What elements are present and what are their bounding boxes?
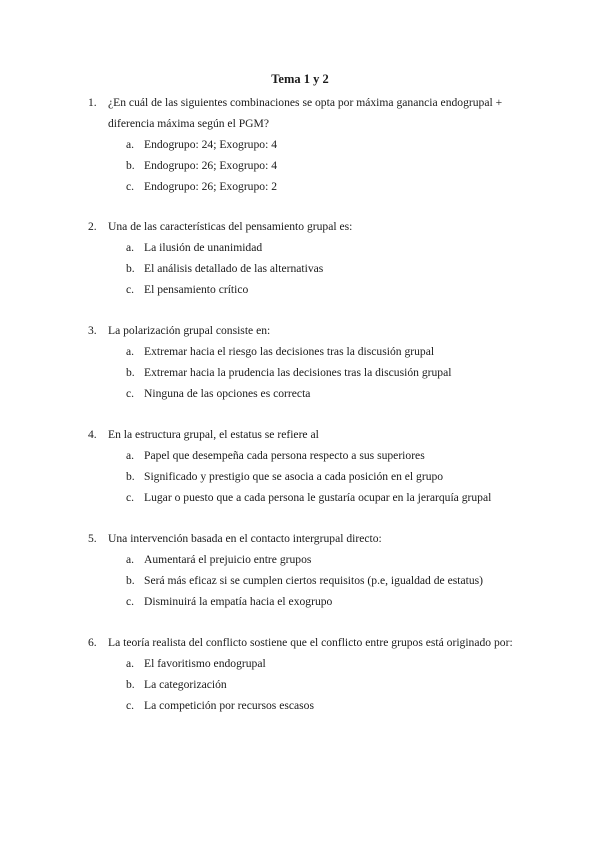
question-number: 2. [88, 220, 97, 233]
option-text: Endogrupo: 26; Exogrupo: 4 [144, 159, 277, 172]
option-letter: b. [126, 574, 135, 587]
option-text: Disminuirá la empatía hacia el exogrupo [144, 595, 333, 608]
question-number: 3. [88, 324, 97, 337]
option-text: Endogrupo: 24; Exogrupo: 4 [144, 138, 277, 151]
question-6 [88, 632, 548, 716]
question-number: 6. [88, 636, 97, 649]
option-letter: c. [126, 595, 135, 608]
question-2 [88, 216, 548, 300]
option-b [88, 362, 548, 383]
option-c [88, 279, 548, 300]
question-line [88, 632, 548, 653]
option-text: Lugar o puesto que a cada persona le gustaría ocupar en la jerarquía grupal [144, 491, 492, 504]
option-text: La ilusión de unanimidad [144, 241, 263, 254]
option-text: Será más eficaz si se cumplen ciertos requisitos (p.e, igualdad de estatus) [144, 574, 484, 587]
question-number: 4. [88, 428, 97, 441]
option-b [88, 466, 548, 487]
option-a [88, 445, 548, 466]
question-text: ¿En cuál de las siguientes combinaciones se opta por máxima ganancia endogrupal + diferencia máxima según el PGM? [108, 96, 503, 130]
option-letter: c. [126, 180, 135, 193]
question-number: 5. [88, 532, 97, 545]
option-a [88, 134, 548, 155]
option-c [88, 591, 548, 612]
option-a [88, 341, 548, 362]
option-text: Aumentará el prejuicio entre grupos [144, 553, 312, 566]
option-letter: a. [126, 657, 135, 670]
option-c [88, 695, 548, 716]
question-text: En la estructura grupal, el estatus se refiere al [108, 428, 319, 441]
option-letter: a. [126, 241, 135, 254]
question-line [88, 216, 548, 237]
option-letter: a. [126, 449, 135, 462]
option-text: El favoritismo endogrupal [144, 657, 266, 670]
question-line [88, 528, 548, 549]
option-b [88, 258, 548, 279]
option-a [88, 653, 548, 674]
question-line [88, 424, 548, 445]
option-text: Extremar hacia la prudencia las decisiones tras la discusión grupal [144, 366, 452, 379]
option-letter: a. [126, 138, 135, 151]
option-text: La competición por recursos escasos [144, 699, 314, 712]
option-letter: c. [126, 699, 135, 712]
option-letter: c. [126, 387, 135, 400]
option-letter: b. [126, 159, 135, 172]
option-c [88, 383, 548, 404]
option-letter: b. [126, 470, 135, 483]
question-text: Una intervención basada en el contacto intergrupal directo: [108, 532, 382, 545]
option-text: Significado y prestigio que se asocia a cada posición en el grupo [144, 470, 444, 483]
option-a [88, 549, 548, 570]
option-c [88, 487, 548, 508]
option-b [88, 155, 548, 176]
question-number: 1. [88, 96, 97, 109]
question-line [88, 92, 548, 134]
option-text: La categorización [144, 678, 227, 691]
question-5 [88, 528, 548, 612]
option-b [88, 570, 548, 591]
question-text: La polarización grupal consiste en: [108, 324, 271, 337]
option-a [88, 237, 548, 258]
document-title: Tema 1 y 2 [271, 72, 329, 86]
question-text: La teoría realista del conflicto sostiene que el conflicto entre grupos está originado por: [108, 636, 513, 649]
option-letter: c. [126, 283, 135, 296]
question-1 [88, 92, 548, 197]
option-text: Ninguna de las opciones es correcta [144, 387, 311, 400]
option-letter: a. [126, 345, 135, 358]
option-letter: b. [126, 678, 135, 691]
option-b [88, 674, 548, 695]
option-c [88, 176, 548, 197]
question-line [88, 320, 548, 341]
option-letter: c. [126, 491, 135, 504]
option-text: El pensamiento crítico [144, 283, 249, 296]
option-letter: a. [126, 553, 135, 566]
question-4 [88, 424, 548, 508]
option-text: Extremar hacia el riesgo las decisiones tras la discusión grupal [144, 345, 435, 358]
question-3 [88, 320, 548, 404]
option-text: Endogrupo: 26; Exogrupo: 2 [144, 180, 277, 193]
option-letter: b. [126, 262, 135, 275]
option-text: Papel que desempeña cada persona respecto a sus superiores [144, 449, 425, 462]
question-text: Una de las características del pensamiento grupal es: [108, 220, 353, 233]
option-text: El análisis detallado de las alternativas [144, 262, 324, 275]
option-letter: b. [126, 366, 135, 379]
